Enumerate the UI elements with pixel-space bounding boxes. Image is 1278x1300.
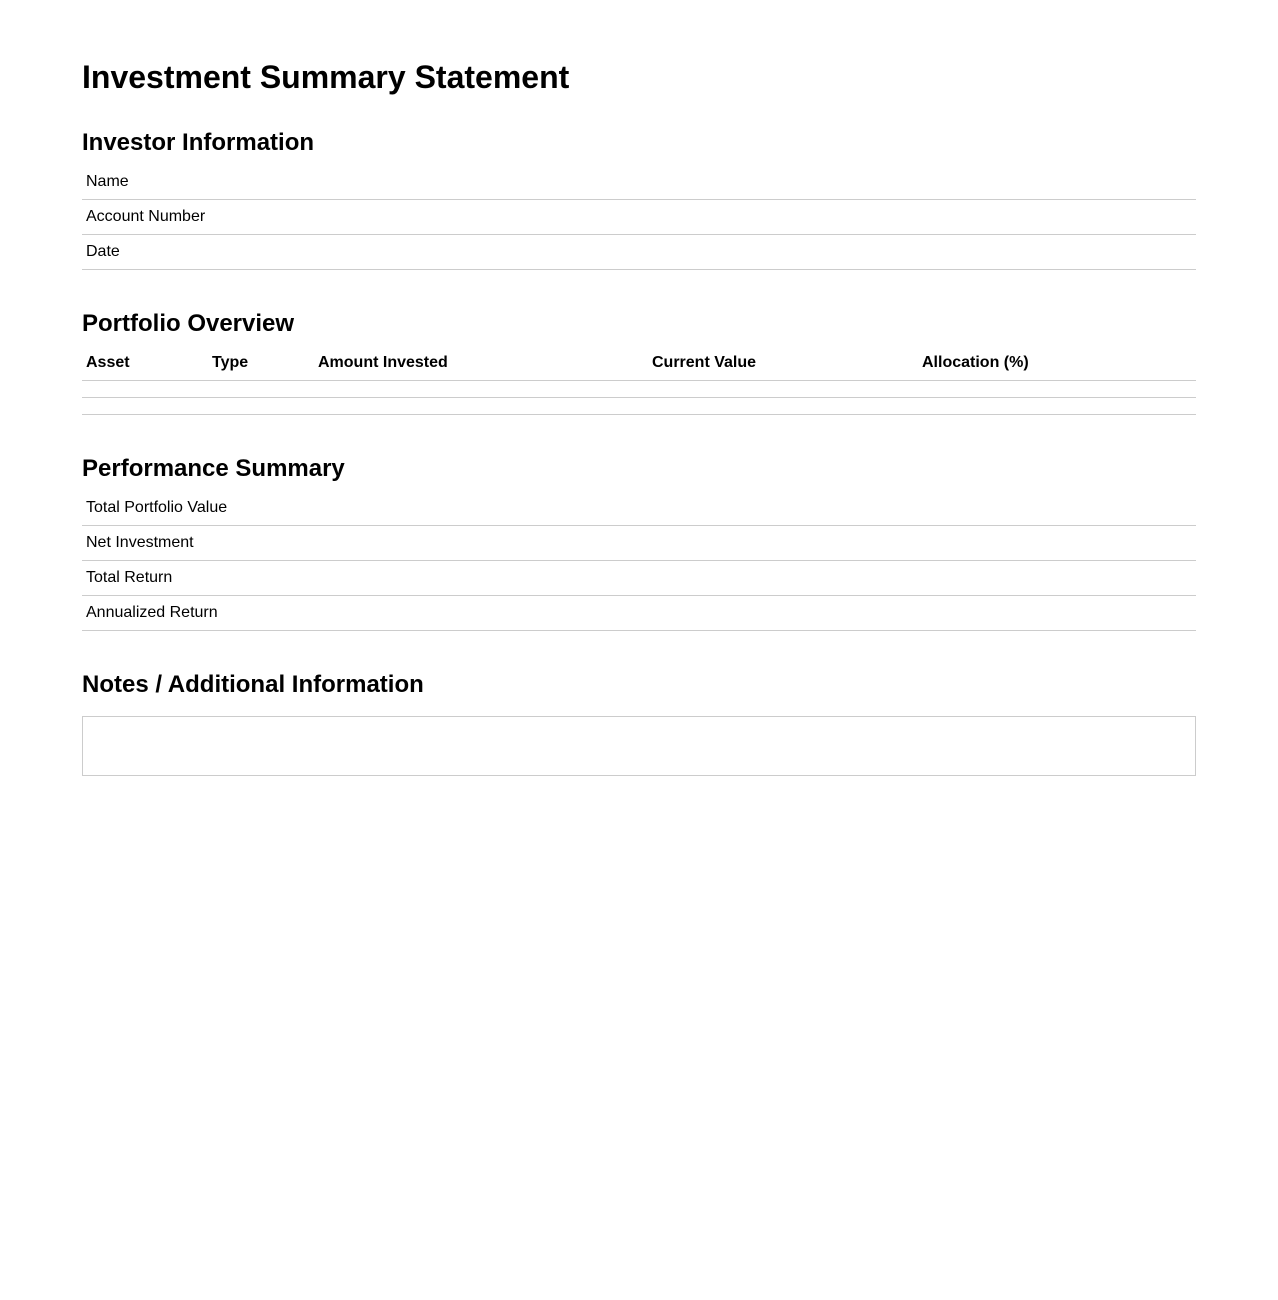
notes-box[interactable]: [82, 716, 1196, 776]
column-header: Allocation (%): [918, 346, 1196, 381]
row-label: Annualized Return: [82, 596, 1196, 631]
row-label: Total Return: [82, 561, 1196, 596]
table-row: [82, 165, 1196, 200]
row-label: Net Investment: [82, 526, 1196, 561]
table-row: [82, 491, 1196, 526]
notes-section: [82, 671, 1196, 776]
investor-info-table: [82, 165, 1196, 270]
row-label: Name: [82, 165, 1196, 200]
row-label: Total Portfolio Value: [82, 491, 1196, 526]
portfolio-table: [82, 346, 1196, 415]
table-row: [82, 561, 1196, 596]
section-heading: Performance Summary: [82, 455, 345, 482]
row-label: Account Number: [82, 200, 1196, 235]
row-label: Date: [82, 235, 1196, 270]
column-header: Amount Invested: [314, 346, 648, 381]
performance-table: [82, 491, 1196, 631]
column-header: Current Value: [648, 346, 918, 381]
table-row: [82, 526, 1196, 561]
column-header: Asset: [82, 346, 208, 381]
table-row: [82, 235, 1196, 270]
table-row: [82, 596, 1196, 631]
section-heading: Investor Information: [82, 129, 315, 156]
portfolio-overview-section: [82, 310, 1196, 415]
section-heading: Notes / Additional Information: [82, 671, 424, 698]
table-header-row: [82, 346, 1196, 381]
performance-summary-section: [82, 455, 1196, 631]
table-row: [82, 398, 1196, 415]
column-header: Type: [208, 346, 314, 381]
table-row: [82, 381, 1196, 398]
table-row: [82, 200, 1196, 235]
investor-information-section: [82, 129, 1196, 270]
page-title: Investment Summary Statement: [82, 59, 570, 95]
section-heading: Portfolio Overview: [82, 310, 295, 337]
